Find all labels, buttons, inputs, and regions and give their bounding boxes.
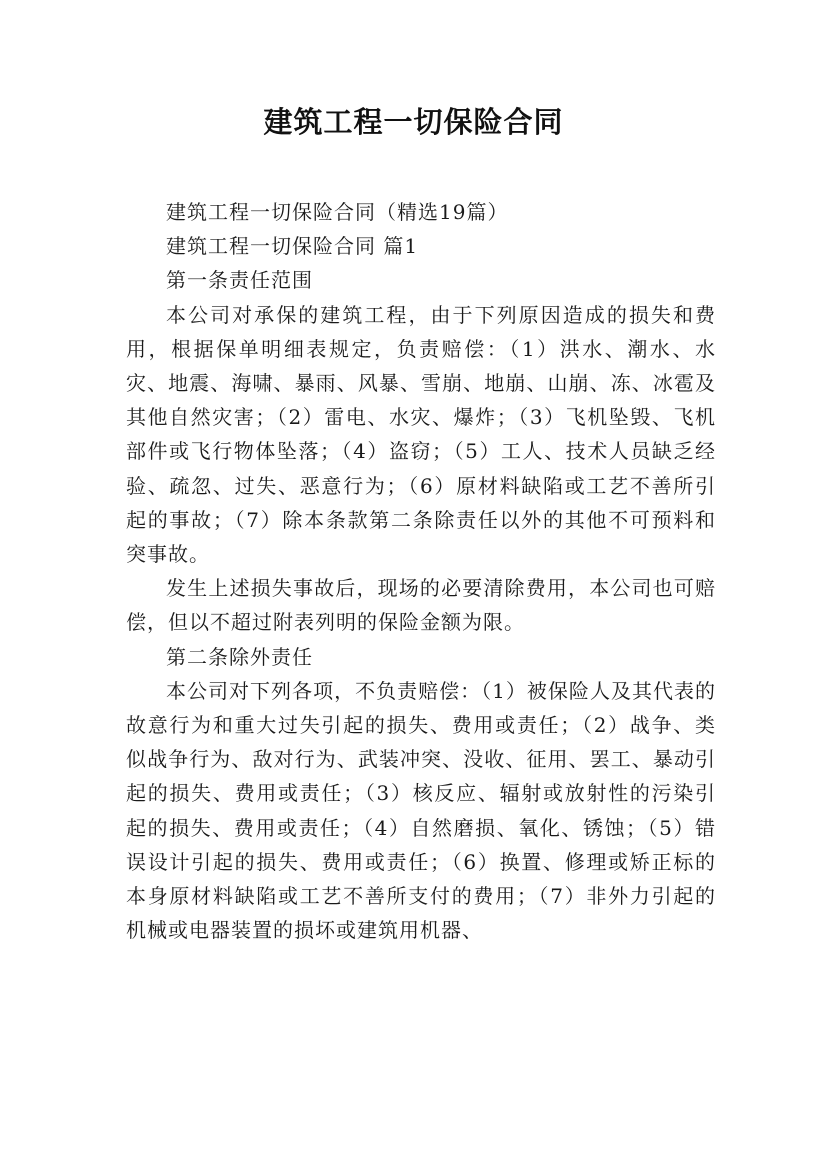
document-body <box>126 195 716 947</box>
paragraph-subtitle: 建筑工程一切保险合同（精选19篇） <box>166 200 509 224</box>
document-title: 建筑工程一切保险合同 <box>263 105 564 139</box>
paragraph-article-1-body: 本公司对承保的建筑工程，由于下列原因造成的损失和费用，根据保单明细表规定，负责赔偿：（1）洪水、潮水、水灾、地震、海啸、暴雨、风暴、雪崩、地崩、山崩、冻、冰雹及其他自然灾害；（2）雷电、水灾、爆炸；（3）飞机坠毁、飞机部件或飞行物体坠落；（4）盗窃；（5）工人、技术人员缺乏经验、疏忽、过失、恶意行为；（6）原材料缺陷或工艺不善所引起的事故；（7）除本条款第二条除责任以外的其他不可预料和突事故。 <box>126 302 716 567</box>
paragraph-section-heading: 建筑工程一切保险合同 篇1 <box>166 234 419 259</box>
paragraph-article-1-heading: 第一条责任范围 <box>166 268 313 293</box>
paragraph-article-2-heading: 第二条除外责任 <box>166 644 313 669</box>
paragraph-article-2-body: 本公司对下列各项，不负责赔偿：（1）被保险人及其代表的故意行为和重大过失引起的损失、费用或责任；（2）战争、类似战争行为、敌对行为、武装冲突、没收、征用、罢工、暴动引起的损失、费用或责任；（3）核反应、辐射或放射性的污染引起的损失、费用或责任；（4）自然磨损、氧化、锈蚀；（5）错误设计引起的损失、费用或责任；（6）换置、修理或矫正标的本身原材料缺陷或工艺不善所支付的费用；（7）非外力引起的机械或电器装置的损坏或建筑用机器、 <box>126 678 716 943</box>
paragraph-article-1-clearance: 发生上述损失事故后，现场的必要清除费用，本公司也可赔偿，但以不超过附表列明的保险金额为限。 <box>126 576 716 635</box>
